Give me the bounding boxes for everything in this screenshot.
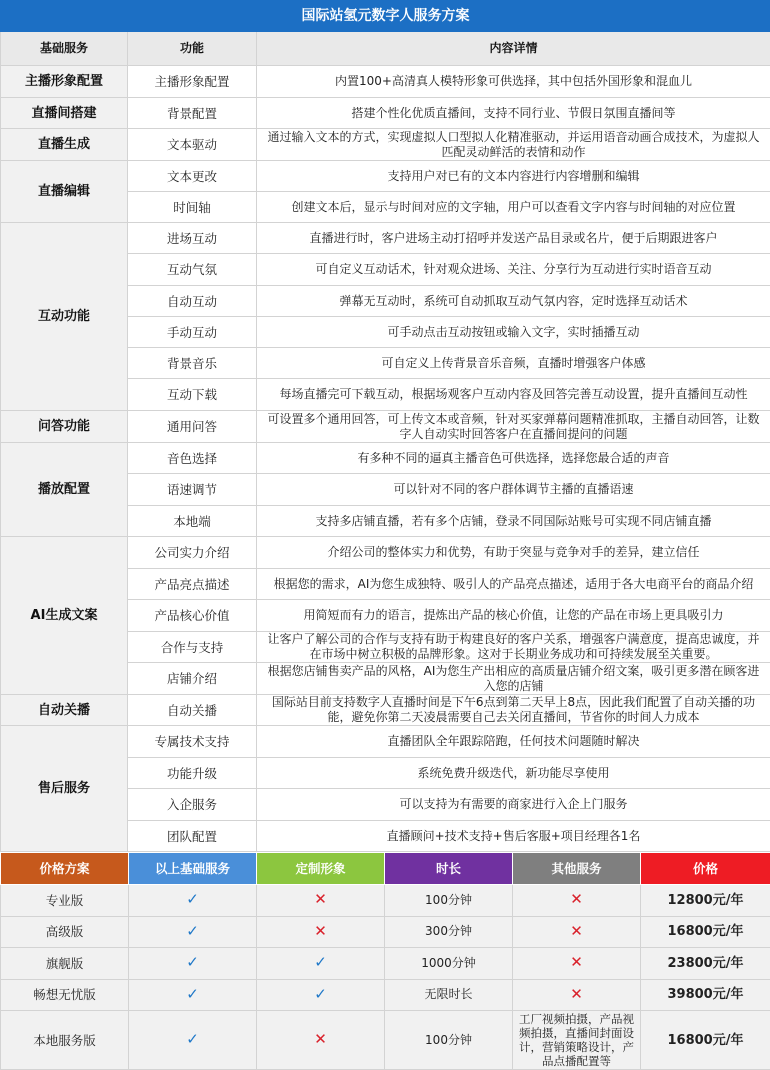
feature-cell: 合作与支持 bbox=[128, 632, 257, 663]
check-icon: ✓ bbox=[186, 890, 199, 908]
service-rows bbox=[1, 66, 770, 852]
basic-service-cell bbox=[129, 979, 257, 1011]
check-icon: ✓ bbox=[186, 953, 199, 971]
plan-name: 畅想无忧版 bbox=[1, 979, 129, 1011]
price-cell: 16800元/年 bbox=[641, 1011, 770, 1070]
cross-icon: ✕ bbox=[570, 953, 583, 971]
feature-cell: 本地端 bbox=[128, 506, 257, 537]
check-icon: ✓ bbox=[186, 1030, 199, 1048]
custom-avatar-cell bbox=[257, 979, 385, 1011]
category-cell: 问答功能 bbox=[1, 411, 128, 443]
feature-cell: 店铺介绍 bbox=[128, 663, 257, 695]
duration-cell: 100分钟 bbox=[385, 885, 513, 917]
feature-cell: 文本更改 bbox=[128, 161, 257, 192]
feature-cell: 产品核心价值 bbox=[128, 600, 257, 632]
custom-avatar-cell bbox=[257, 1011, 385, 1070]
feature-cell: 时间轴 bbox=[128, 192, 257, 223]
pricing-row bbox=[1, 1011, 770, 1070]
pricing-row bbox=[1, 948, 770, 980]
table-row bbox=[1, 98, 770, 129]
table-row bbox=[1, 695, 770, 726]
detail-cell: 搭建个性化优质直播间，支持不同行业、节假日氛围直播间等 bbox=[257, 98, 770, 129]
detail-cell: 支持用户对已有的文本内容进行内容增删和编辑 bbox=[257, 161, 770, 192]
category-cell: AI生成文案 bbox=[1, 537, 128, 695]
duration-cell: 1000分钟 bbox=[385, 948, 513, 980]
pricing-header-cell: 价格 bbox=[641, 853, 770, 885]
custom-avatar-cell bbox=[257, 916, 385, 948]
detail-cell: 可以针对不同的客户群体调节主播的直播语速 bbox=[257, 474, 770, 506]
pricing-header-cell: 其他服务 bbox=[513, 853, 641, 885]
other-service-cell bbox=[513, 885, 641, 917]
feature-cell: 互动气氛 bbox=[128, 254, 257, 286]
pricing-header-cell: 价格方案 bbox=[1, 853, 129, 885]
feature-cell: 自动关播 bbox=[128, 695, 257, 726]
detail-cell: 介绍公司的整体实力和优势，有助于突显与竞争对手的差异，建立信任 bbox=[257, 537, 770, 569]
custom-avatar-cell bbox=[257, 948, 385, 980]
basic-service-cell bbox=[129, 885, 257, 917]
feature-cell: 自动互动 bbox=[128, 286, 257, 317]
detail-cell: 可以支持为有需要的商家进行入企上门服务 bbox=[257, 789, 770, 821]
plan-name: 高级版 bbox=[1, 916, 129, 948]
category-cell: 直播间搭建 bbox=[1, 98, 128, 129]
plan-name: 专业版 bbox=[1, 885, 129, 917]
detail-cell: 创建文本后，显示与时间对应的文字轴，用户可以查看文字内容与时间轴的对应位置 bbox=[257, 192, 770, 223]
page-title: 国际站氢元数字人服务方案 bbox=[1, 1, 770, 32]
feature-cell: 产品亮点描述 bbox=[128, 569, 257, 600]
price-cell: 39800元/年 bbox=[641, 979, 770, 1011]
pricing-row bbox=[1, 916, 770, 948]
detail-cell: 根据您的需求，AI为您生成独特、吸引人的产品亮点描述，适用于各大电商平台的商品介绍 bbox=[257, 569, 770, 600]
pricing-header-row bbox=[1, 853, 770, 885]
feature-cell: 背景音乐 bbox=[128, 348, 257, 379]
pricing-row bbox=[1, 979, 770, 1011]
feature-cell: 公司实力介绍 bbox=[128, 537, 257, 569]
feature-cell: 文本驱动 bbox=[128, 129, 257, 161]
price-cell: 12800元/年 bbox=[641, 885, 770, 917]
feature-cell: 音色选择 bbox=[128, 443, 257, 474]
detail-cell: 直播进行时，客户进场主动打招呼并发送产品目录或名片，便于后期跟进客户 bbox=[257, 223, 770, 254]
detail-cell: 可设置多个通用回答，可上传文本或音频，针对买家弹幕问题精准抓取，主播自动回答，让数字人自动实时回答客户在直播间提问的问题 bbox=[257, 411, 770, 443]
category-cell: 售后服务 bbox=[1, 726, 128, 852]
check-icon: ✓ bbox=[314, 953, 327, 971]
feature-cell: 专属技术支持 bbox=[128, 726, 257, 758]
table-row bbox=[1, 411, 770, 443]
cross-icon: ✕ bbox=[570, 890, 583, 908]
feature-cell: 手动互动 bbox=[128, 317, 257, 348]
detail-cell: 可自定义互动话术，针对观众进场、关注、分享行为互动进行实时语音互动 bbox=[257, 254, 770, 286]
pricing-rows bbox=[1, 885, 770, 1070]
category-cell: 自动关播 bbox=[1, 695, 128, 726]
detail-cell: 可自定义上传背景音乐音频，直播时增强客户体感 bbox=[257, 348, 770, 379]
plan-name: 旗舰版 bbox=[1, 948, 129, 980]
category-cell: 互动功能 bbox=[1, 223, 128, 411]
table-row bbox=[1, 161, 770, 192]
detail-cell: 支持多店铺直播，若有多个店铺，登录不同国际站账号可实现不同店铺直播 bbox=[257, 506, 770, 537]
category-cell: 直播编辑 bbox=[1, 161, 128, 223]
price-cell: 23800元/年 bbox=[641, 948, 770, 980]
pricing-table bbox=[0, 852, 770, 1070]
feature-cell: 主播形象配置 bbox=[128, 66, 257, 98]
feature-cell: 团队配置 bbox=[128, 821, 257, 852]
cross-icon: ✕ bbox=[570, 922, 583, 940]
table-row bbox=[1, 129, 770, 161]
table-row bbox=[1, 537, 770, 569]
table-row bbox=[1, 443, 770, 474]
cross-icon: ✕ bbox=[314, 1030, 327, 1048]
basic-service-cell bbox=[129, 916, 257, 948]
other-service-cell: 工厂视频拍摄，产品视频拍摄，直播间封面设计，营销策略设计，产品点播配置等 bbox=[513, 1011, 641, 1070]
detail-cell: 让客户了解公司的合作与支持有助于构建良好的客户关系，增强客户满意度，提高忠诚度，并在市场中树立积极的品牌形象。这对于长期业务成功和可持续发展至关重要。 bbox=[257, 632, 770, 663]
pricing-header-cell: 时长 bbox=[385, 853, 513, 885]
duration-cell: 100分钟 bbox=[385, 1011, 513, 1070]
duration-cell: 无限时长 bbox=[385, 979, 513, 1011]
feature-cell: 进场互动 bbox=[128, 223, 257, 254]
category-cell: 主播形象配置 bbox=[1, 66, 128, 98]
detail-cell: 通过输入文本的方式，实现虚拟人口型拟人化精准驱动，并运用语音动画合成技术，为虚拟人匹配灵动鲜活的表情和动作 bbox=[257, 129, 770, 161]
detail-cell: 可手动点击互动按钮或输入文字，实时插播互动 bbox=[257, 317, 770, 348]
plan-name: 本地服务版 bbox=[1, 1011, 129, 1070]
detail-cell: 有多种不同的逼真主播音色可供选择，选择您最合适的声音 bbox=[257, 443, 770, 474]
price-cell: 16800元/年 bbox=[641, 916, 770, 948]
feature-cell: 通用问答 bbox=[128, 411, 257, 443]
custom-avatar-cell bbox=[257, 885, 385, 917]
category-cell: 播放配置 bbox=[1, 443, 128, 537]
check-icon: ✓ bbox=[186, 985, 199, 1003]
check-icon: ✓ bbox=[314, 985, 327, 1003]
detail-cell: 根据您店铺售卖产品的风格，AI为您生产出相应的高质量店铺介绍文案，吸引更多潜在顾客进入您的店铺 bbox=[257, 663, 770, 695]
column-header-feature: 功能 bbox=[128, 32, 257, 66]
feature-cell: 互动下载 bbox=[128, 379, 257, 411]
detail-cell: 直播团队全年跟踪陪跑，任何技术问题随时解决 bbox=[257, 726, 770, 758]
pricing-header-cell: 以上基础服务 bbox=[129, 853, 257, 885]
detail-cell: 内置100+高清真人模特形象可供选择，其中包括外国形象和混血儿 bbox=[257, 66, 770, 98]
pricing-header-cell: 定制形象 bbox=[257, 853, 385, 885]
check-icon: ✓ bbox=[186, 922, 199, 940]
detail-cell: 弹幕无互动时，系统可自动抓取互动气氛内容，定时选择互动话术 bbox=[257, 286, 770, 317]
table-row bbox=[1, 223, 770, 254]
cross-icon: ✕ bbox=[314, 922, 327, 940]
feature-cell: 背景配置 bbox=[128, 98, 257, 129]
feature-cell: 语速调节 bbox=[128, 474, 257, 506]
table-row bbox=[1, 726, 770, 758]
cross-icon: ✕ bbox=[314, 890, 327, 908]
table-row bbox=[1, 66, 770, 98]
basic-service-cell bbox=[129, 948, 257, 980]
detail-cell: 直播顾问+技术支持+售后客服+项目经理各1名 bbox=[257, 821, 770, 852]
basic-service-cell bbox=[129, 1011, 257, 1070]
column-header-basic-service: 基础服务 bbox=[1, 32, 128, 66]
other-service-cell bbox=[513, 948, 641, 980]
detail-cell: 每场直播完可下载互动，根据场观客户互动内容及回答完善互动设置，提升直播间互动性 bbox=[257, 379, 770, 411]
cross-icon: ✕ bbox=[570, 985, 583, 1003]
feature-cell: 入企服务 bbox=[128, 789, 257, 821]
feature-cell: 功能升级 bbox=[128, 758, 257, 789]
other-service-cell bbox=[513, 916, 641, 948]
detail-cell: 国际站目前支持数字人直播时间是下午6点到第二天早上8点，因此我们配置了自动关播的功能，避免你第二天凌晨需要自己去关闭直播间，节省你的时间人力成本 bbox=[257, 695, 770, 726]
column-header-detail: 内容详情 bbox=[257, 32, 770, 66]
detail-cell: 用简短而有力的语言，提炼出产品的核心价值，让您的产品在市场上更具吸引力 bbox=[257, 600, 770, 632]
detail-cell: 系统免费升级迭代，新功能尽享使用 bbox=[257, 758, 770, 789]
duration-cell: 300分钟 bbox=[385, 916, 513, 948]
other-service-cell bbox=[513, 979, 641, 1011]
pricing-row bbox=[1, 885, 770, 917]
category-cell: 直播生成 bbox=[1, 129, 128, 161]
